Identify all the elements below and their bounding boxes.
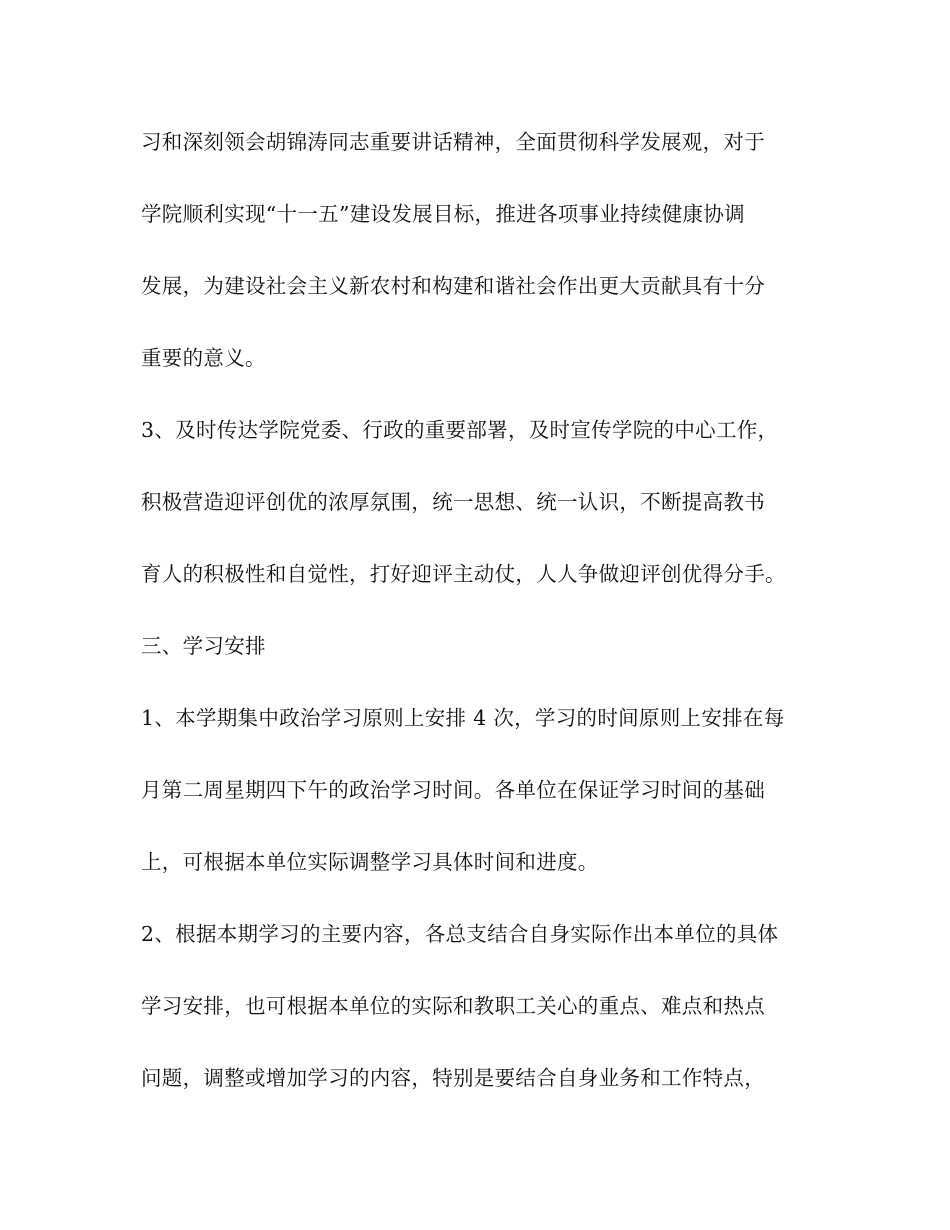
paragraph-line: 育人的积极性和自觉性，打好迎评主动仗，人人争做迎评创优得分手。	[141, 562, 786, 586]
paragraph-line: 发展，为建设社会主义新农村和构建和谐社会作出更大贡献具有十分	[141, 274, 765, 298]
paragraph-line: 月第二周星期四下午的政治学习时间。各单位在保证学习时间的基础	[141, 778, 765, 802]
paragraph-line: 积极营造迎评创优的浓厚氛围，统一思想、统一认识，不断提高教书	[141, 490, 765, 514]
paragraph-line: 重要的意义。	[141, 346, 266, 370]
section-heading: 三、学习安排	[141, 634, 266, 658]
paragraph-line: 3、及时传达学院党委、行政的重要部署，及时宣传学院的中心工作，	[141, 418, 779, 442]
paragraph-line: 学习安排，也可根据本单位的实际和教职工关心的重点、难点和热点	[141, 994, 765, 1018]
paragraph-line: 问题，调整或增加学习的内容，特别是要结合自身业务和工作特点，	[141, 1066, 765, 1090]
paragraph-line: 学院顺利实现“十一五”建设发展目标，推进各项事业持续健康协调	[141, 202, 745, 226]
paragraph-line: 2、根据本期学习的主要内容，各总支结合自身实际作出本单位的具体	[141, 922, 779, 946]
paragraph-line: 上，可根据本单位实际调整学习具体时间和进度。	[141, 850, 599, 874]
paragraph-line: 1、本学期集中政治学习原则上安排 4 次，学习的时间原则上安排在每	[141, 706, 785, 730]
paragraph-line: 习和深刻领会胡锦涛同志重要讲话精神，全面贯彻科学发展观，对于	[141, 130, 765, 154]
